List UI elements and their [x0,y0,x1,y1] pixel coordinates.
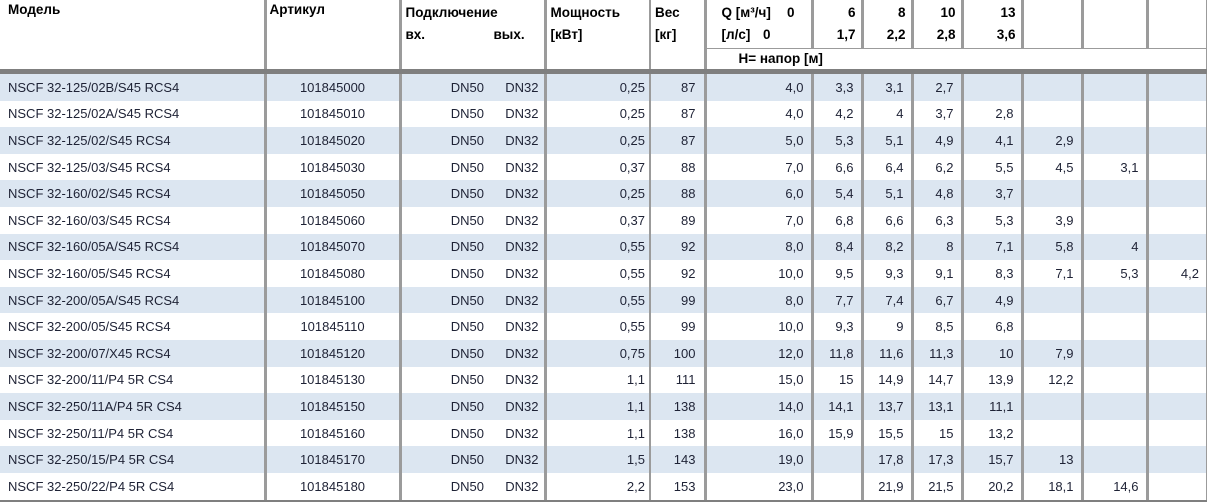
head-value-cell: 5,3 [812,127,862,154]
dn-inlet-cell: DN50 [400,313,488,340]
head-value-cell: 12,0 [705,340,812,367]
head-value-cell: 23,0 [705,473,812,500]
head-value-cell: 4,0 [705,74,812,101]
head-value-cell: 6,3 [912,207,962,234]
head-value-cell: 7,0 [705,207,812,234]
q-unit-m3h: Q [м³/ч] [721,5,771,20]
head-value-cell: 7,1 [962,234,1022,261]
model-cell: NSCF 32-125/02/S45 RCS4 [0,127,265,154]
col-header-weight: Вес [кг] [650,0,705,69]
model-cell: NSCF 32-160/05A/S45 RCS4 [0,234,265,261]
head-value-cell [1022,101,1082,128]
dn-outlet-cell: DN32 [488,207,545,234]
head-value-cell: 4,0 [705,101,812,128]
col-header-flow-8: 8 2,2 [862,0,912,49]
table-row [0,313,1207,340]
head-value-cell: 15,7 [962,446,1022,473]
head-subheader: H= напор [м] [705,49,1207,70]
power-cell: 1,1 [545,367,650,394]
head-value-cell: 6,7 [912,287,962,314]
model-cell: NSCF 32-160/03/S45 RCS4 [0,207,265,234]
head-value-cell: 16,0 [705,420,812,447]
head-value-cell: 14,6 [1082,473,1147,500]
head-value-cell: 17,8 [862,446,912,473]
table-row [0,446,1207,473]
dn-outlet-cell: DN32 [488,127,545,154]
col-header-model: Модель [0,0,265,69]
table-row [0,287,1207,314]
model-cell: NSCF 32-200/07/X45 RCS4 [0,340,265,367]
head-value-cell: 8,3 [962,260,1022,287]
head-value-cell: 9,3 [812,313,862,340]
head-value-cell: 9,3 [862,260,912,287]
head-value-cell: 15 [812,367,862,394]
col-header-flow-q [705,0,812,49]
col-header-flow-10: 10 2,8 [912,0,962,49]
col-header-power: Мощность [кВт] [545,0,650,69]
head-value-cell: 9 [862,313,912,340]
table-row [0,101,1207,128]
dn-inlet-cell: DN50 [400,287,488,314]
head-value-cell [1147,340,1207,367]
weight-cell: 111 [650,367,705,394]
dn-inlet-cell: DN50 [400,154,488,181]
power-cell: 1,1 [545,420,650,447]
head-value-cell [1147,234,1207,261]
model-cell: NSCF 32-200/05/S45 RCS4 [0,313,265,340]
head-value-cell: 4,2 [1147,260,1207,287]
model-cell: NSCF 32-250/11A/P4 5R CS4 [0,393,265,420]
dn-outlet-cell: DN32 [488,74,545,101]
head-value-cell: 5,5 [962,154,1022,181]
article-cell: 101845060 [265,207,400,234]
model-cell: NSCF 32-200/11/P4 5R CS4 [0,367,265,394]
dn-outlet-cell: DN32 [488,154,545,181]
table-body [0,69,1207,502]
head-value-cell [1082,313,1147,340]
head-value-cell [1082,101,1147,128]
head-value-cell: 15,0 [705,367,812,394]
head-value-cell: 14,0 [705,393,812,420]
article-cell: 101845170 [265,446,400,473]
weight-cell: 87 [650,74,705,101]
head-value-cell: 11,3 [912,340,962,367]
dn-inlet-cell: DN50 [400,367,488,394]
head-value-cell: 13 [1022,446,1082,473]
power-cell: 0,25 [545,127,650,154]
head-value-cell: 10 [962,340,1022,367]
head-value-cell [1147,101,1207,128]
head-value-cell: 4,1 [962,127,1022,154]
head-value-cell: 8,0 [705,287,812,314]
article-cell: 101845130 [265,367,400,394]
q-unit-ls: [л/с] [721,27,751,42]
article-cell: 101845080 [265,260,400,287]
head-value-cell [1147,367,1207,394]
head-value-cell: 8 [912,234,962,261]
head-value-cell: 14,7 [912,367,962,394]
head-value-cell: 7,0 [705,154,812,181]
head-value-cell: 6,6 [862,207,912,234]
head-value-cell: 2,9 [1022,127,1082,154]
head-value-cell: 4,9 [962,287,1022,314]
head-value-cell: 20,2 [962,473,1022,500]
head-value-cell [1082,127,1147,154]
head-value-cell: 13,1 [912,393,962,420]
head-value-cell: 13,2 [962,420,1022,447]
dn-outlet-cell: DN32 [488,101,545,128]
dn-inlet-cell: DN50 [400,234,488,261]
head-value-cell: 7,4 [862,287,912,314]
dn-inlet-cell: DN50 [400,446,488,473]
outlet-label: вых. [493,27,525,42]
head-value-cell: 3,7 [912,101,962,128]
weight-cell: 99 [650,287,705,314]
head-value-cell [1022,420,1082,447]
head-value-cell [1082,207,1147,234]
head-value-cell: 4 [1082,234,1147,261]
head-value-cell: 11,1 [962,393,1022,420]
dn-outlet-cell: DN32 [488,313,545,340]
power-cell: 2,2 [545,473,650,500]
table-row [0,420,1207,447]
head-value-cell [1147,154,1207,181]
article-cell: 101845120 [265,340,400,367]
article-cell: 101845110 [265,313,400,340]
head-value-cell: 4,8 [912,180,962,207]
head-value-cell: 3,3 [812,74,862,101]
power-cell: 1,5 [545,446,650,473]
head-value-cell: 8,0 [705,234,812,261]
dn-outlet-cell: DN32 [488,287,545,314]
head-value-cell: 11,8 [812,340,862,367]
power-cell: 0,55 [545,234,650,261]
head-value-cell [1022,74,1082,101]
model-cell: NSCF 32-125/03/S45 RCS4 [0,154,265,181]
article-cell: 101845010 [265,101,400,128]
head-value-cell [1147,180,1207,207]
head-value-cell: 11,6 [862,340,912,367]
head-value-cell [1147,127,1207,154]
power-cell: 0,25 [545,180,650,207]
table-row [0,180,1207,207]
power-cell: 0,37 [545,154,650,181]
power-cell: 0,25 [545,74,650,101]
article-cell: 101845050 [265,180,400,207]
table-row [0,340,1207,367]
head-value-cell: 2,7 [912,74,962,101]
head-value-cell [1022,393,1082,420]
head-value-cell: 10,0 [705,313,812,340]
head-value-cell [1147,393,1207,420]
head-value-cell: 5,4 [812,180,862,207]
head-value-cell: 8,4 [812,234,862,261]
weight-cell: 92 [650,260,705,287]
head-value-cell: 17,3 [912,446,962,473]
table-row [0,74,1207,101]
head-value-cell: 10,0 [705,260,812,287]
head-value-cell: 21,5 [912,473,962,500]
head-value-cell: 21,9 [862,473,912,500]
dn-outlet-cell: DN32 [488,234,545,261]
head-value-cell: 13,7 [862,393,912,420]
model-cell: NSCF 32-125/02A/S45 RCS4 [0,101,265,128]
head-value-cell: 2,8 [962,101,1022,128]
dn-inlet-cell: DN50 [400,340,488,367]
inlet-label: вх. [405,27,426,42]
head-value-cell [812,446,862,473]
article-cell: 101845150 [265,393,400,420]
power-cell: 0,75 [545,340,650,367]
head-value-cell: 4,5 [1022,154,1082,181]
head-value-cell: 4,9 [912,127,962,154]
head-value-cell: 8,5 [912,313,962,340]
power-cell: 0,37 [545,207,650,234]
head-value-cell: 15,5 [862,420,912,447]
head-value-cell: 3,1 [1082,154,1147,181]
col-header-article: Артикул [265,0,400,69]
head-value-cell: 4,2 [812,101,862,128]
col-header-flow-extra-1 [1022,0,1082,49]
head-value-cell: 9,1 [912,260,962,287]
dn-outlet-cell: DN32 [488,473,545,500]
table-row [0,260,1207,287]
table-row [0,234,1207,261]
dn-outlet-cell: DN32 [488,180,545,207]
q-zero-m3h: 0 [786,5,795,20]
article-cell: 101845100 [265,287,400,314]
dn-inlet-cell: DN50 [400,420,488,447]
power-cell: 0,25 [545,101,650,128]
head-value-cell: 5,1 [862,127,912,154]
dn-inlet-cell: DN50 [400,260,488,287]
head-value-cell [1147,287,1207,314]
head-value-cell: 6,2 [912,154,962,181]
head-value-cell: 3,9 [1022,207,1082,234]
head-value-cell: 5,0 [705,127,812,154]
connection-sublabels [402,24,544,46]
dn-inlet-cell: DN50 [400,180,488,207]
dn-outlet-cell: DN32 [488,420,545,447]
head-value-cell: 7,9 [1022,340,1082,367]
article-cell: 101845030 [265,154,400,181]
dn-inlet-cell: DN50 [400,74,488,101]
weight-cell: 153 [650,473,705,500]
dn-outlet-cell: DN32 [488,260,545,287]
model-cell: NSCF 32-250/15/P4 5R CS4 [0,446,265,473]
weight-cell: 87 [650,127,705,154]
power-cell: 0,55 [545,260,650,287]
table-header [0,0,1207,69]
head-value-cell [1022,180,1082,207]
col-header-flow-13: 13 3,6 [962,0,1022,49]
head-value-cell: 4 [862,101,912,128]
article-cell: 101845020 [265,127,400,154]
table-row [0,367,1207,394]
head-value-cell: 5,3 [962,207,1022,234]
connection-label: Подключение [405,5,498,20]
head-value-cell: 19,0 [705,446,812,473]
model-cell: NSCF 32-125/02B/S45 RCS4 [0,74,265,101]
head-value-cell: 6,4 [862,154,912,181]
col-header-connection [400,0,545,69]
head-value-cell: 5,1 [862,180,912,207]
article-cell: 101845070 [265,234,400,261]
head-value-cell [1147,207,1207,234]
weight-cell: 100 [650,340,705,367]
model-cell: NSCF 32-250/11/P4 5R CS4 [0,420,265,447]
weight-cell: 89 [650,207,705,234]
head-value-cell [962,74,1022,101]
head-value-cell: 14,9 [862,367,912,394]
head-value-cell: 8,2 [862,234,912,261]
head-value-cell: 3,1 [862,74,912,101]
dn-inlet-cell: DN50 [400,127,488,154]
col-header-flow-extra-2 [1082,0,1147,49]
power-cell: 0,55 [545,287,650,314]
head-value-cell [1022,313,1082,340]
head-value-cell [1147,420,1207,447]
head-value-cell [1082,393,1147,420]
head-value-cell: 6,8 [812,207,862,234]
dn-inlet-cell: DN50 [400,473,488,500]
head-value-cell: 18,1 [1022,473,1082,500]
table-row [0,207,1207,234]
article-cell: 101845000 [265,74,400,101]
head-value-cell: 5,8 [1022,234,1082,261]
power-cell: 1,1 [545,393,650,420]
head-value-cell: 15 [912,420,962,447]
head-value-cell: 7,7 [812,287,862,314]
head-value-cell [1082,74,1147,101]
head-value-cell [1082,420,1147,447]
table-row [0,127,1207,154]
weight-cell: 92 [650,234,705,261]
head-value-cell [1147,473,1207,500]
head-value-cell: 13,9 [962,367,1022,394]
col-header-flow-6: 6 1,7 [812,0,862,49]
weight-cell: 143 [650,446,705,473]
head-value-cell: 5,3 [1082,260,1147,287]
dn-inlet-cell: DN50 [400,207,488,234]
dn-inlet-cell: DN50 [400,393,488,420]
model-cell: NSCF 32-200/05A/S45 RCS4 [0,287,265,314]
head-value-cell: 3,7 [962,180,1022,207]
table-row [0,473,1207,500]
article-cell: 101845180 [265,473,400,500]
q-zero-ls: 0 [762,27,771,42]
dn-outlet-cell: DN32 [488,393,545,420]
weight-cell: 138 [650,393,705,420]
col-header-flow-extra-3 [1147,0,1207,49]
weight-cell: 88 [650,180,705,207]
head-value-cell [1147,74,1207,101]
head-value-cell: 9,5 [812,260,862,287]
head-value-cell [1082,340,1147,367]
head-value-cell: 12,2 [1022,367,1082,394]
dn-outlet-cell: DN32 [488,340,545,367]
weight-cell: 99 [650,313,705,340]
model-cell: NSCF 32-250/22/P4 5R CS4 [0,473,265,500]
head-value-cell [1082,287,1147,314]
head-value-cell: 7,1 [1022,260,1082,287]
power-cell: 0,55 [545,313,650,340]
weight-cell: 138 [650,420,705,447]
head-value-cell [1022,287,1082,314]
head-value-cell [1147,313,1207,340]
head-value-cell [1082,367,1147,394]
head-value-cell: 6,6 [812,154,862,181]
dn-inlet-cell: DN50 [400,101,488,128]
head-value-cell [812,473,862,500]
weight-cell: 87 [650,101,705,128]
model-cell: NSCF 32-160/02/S45 RCS4 [0,180,265,207]
dn-outlet-cell: DN32 [488,367,545,394]
head-value-cell: 14,1 [812,393,862,420]
weight-cell: 88 [650,154,705,181]
article-cell: 101845160 [265,420,400,447]
table-row [0,393,1207,420]
head-value-cell [1082,180,1147,207]
model-cell: NSCF 32-160/05/S45 RCS4 [0,260,265,287]
dn-outlet-cell: DN32 [488,446,545,473]
head-value-cell [1082,446,1147,473]
head-value-cell [1147,446,1207,473]
head-value-cell: 6,8 [962,313,1022,340]
head-value-cell: 15,9 [812,420,862,447]
head-value-cell: 6,0 [705,180,812,207]
table-row [0,154,1207,181]
